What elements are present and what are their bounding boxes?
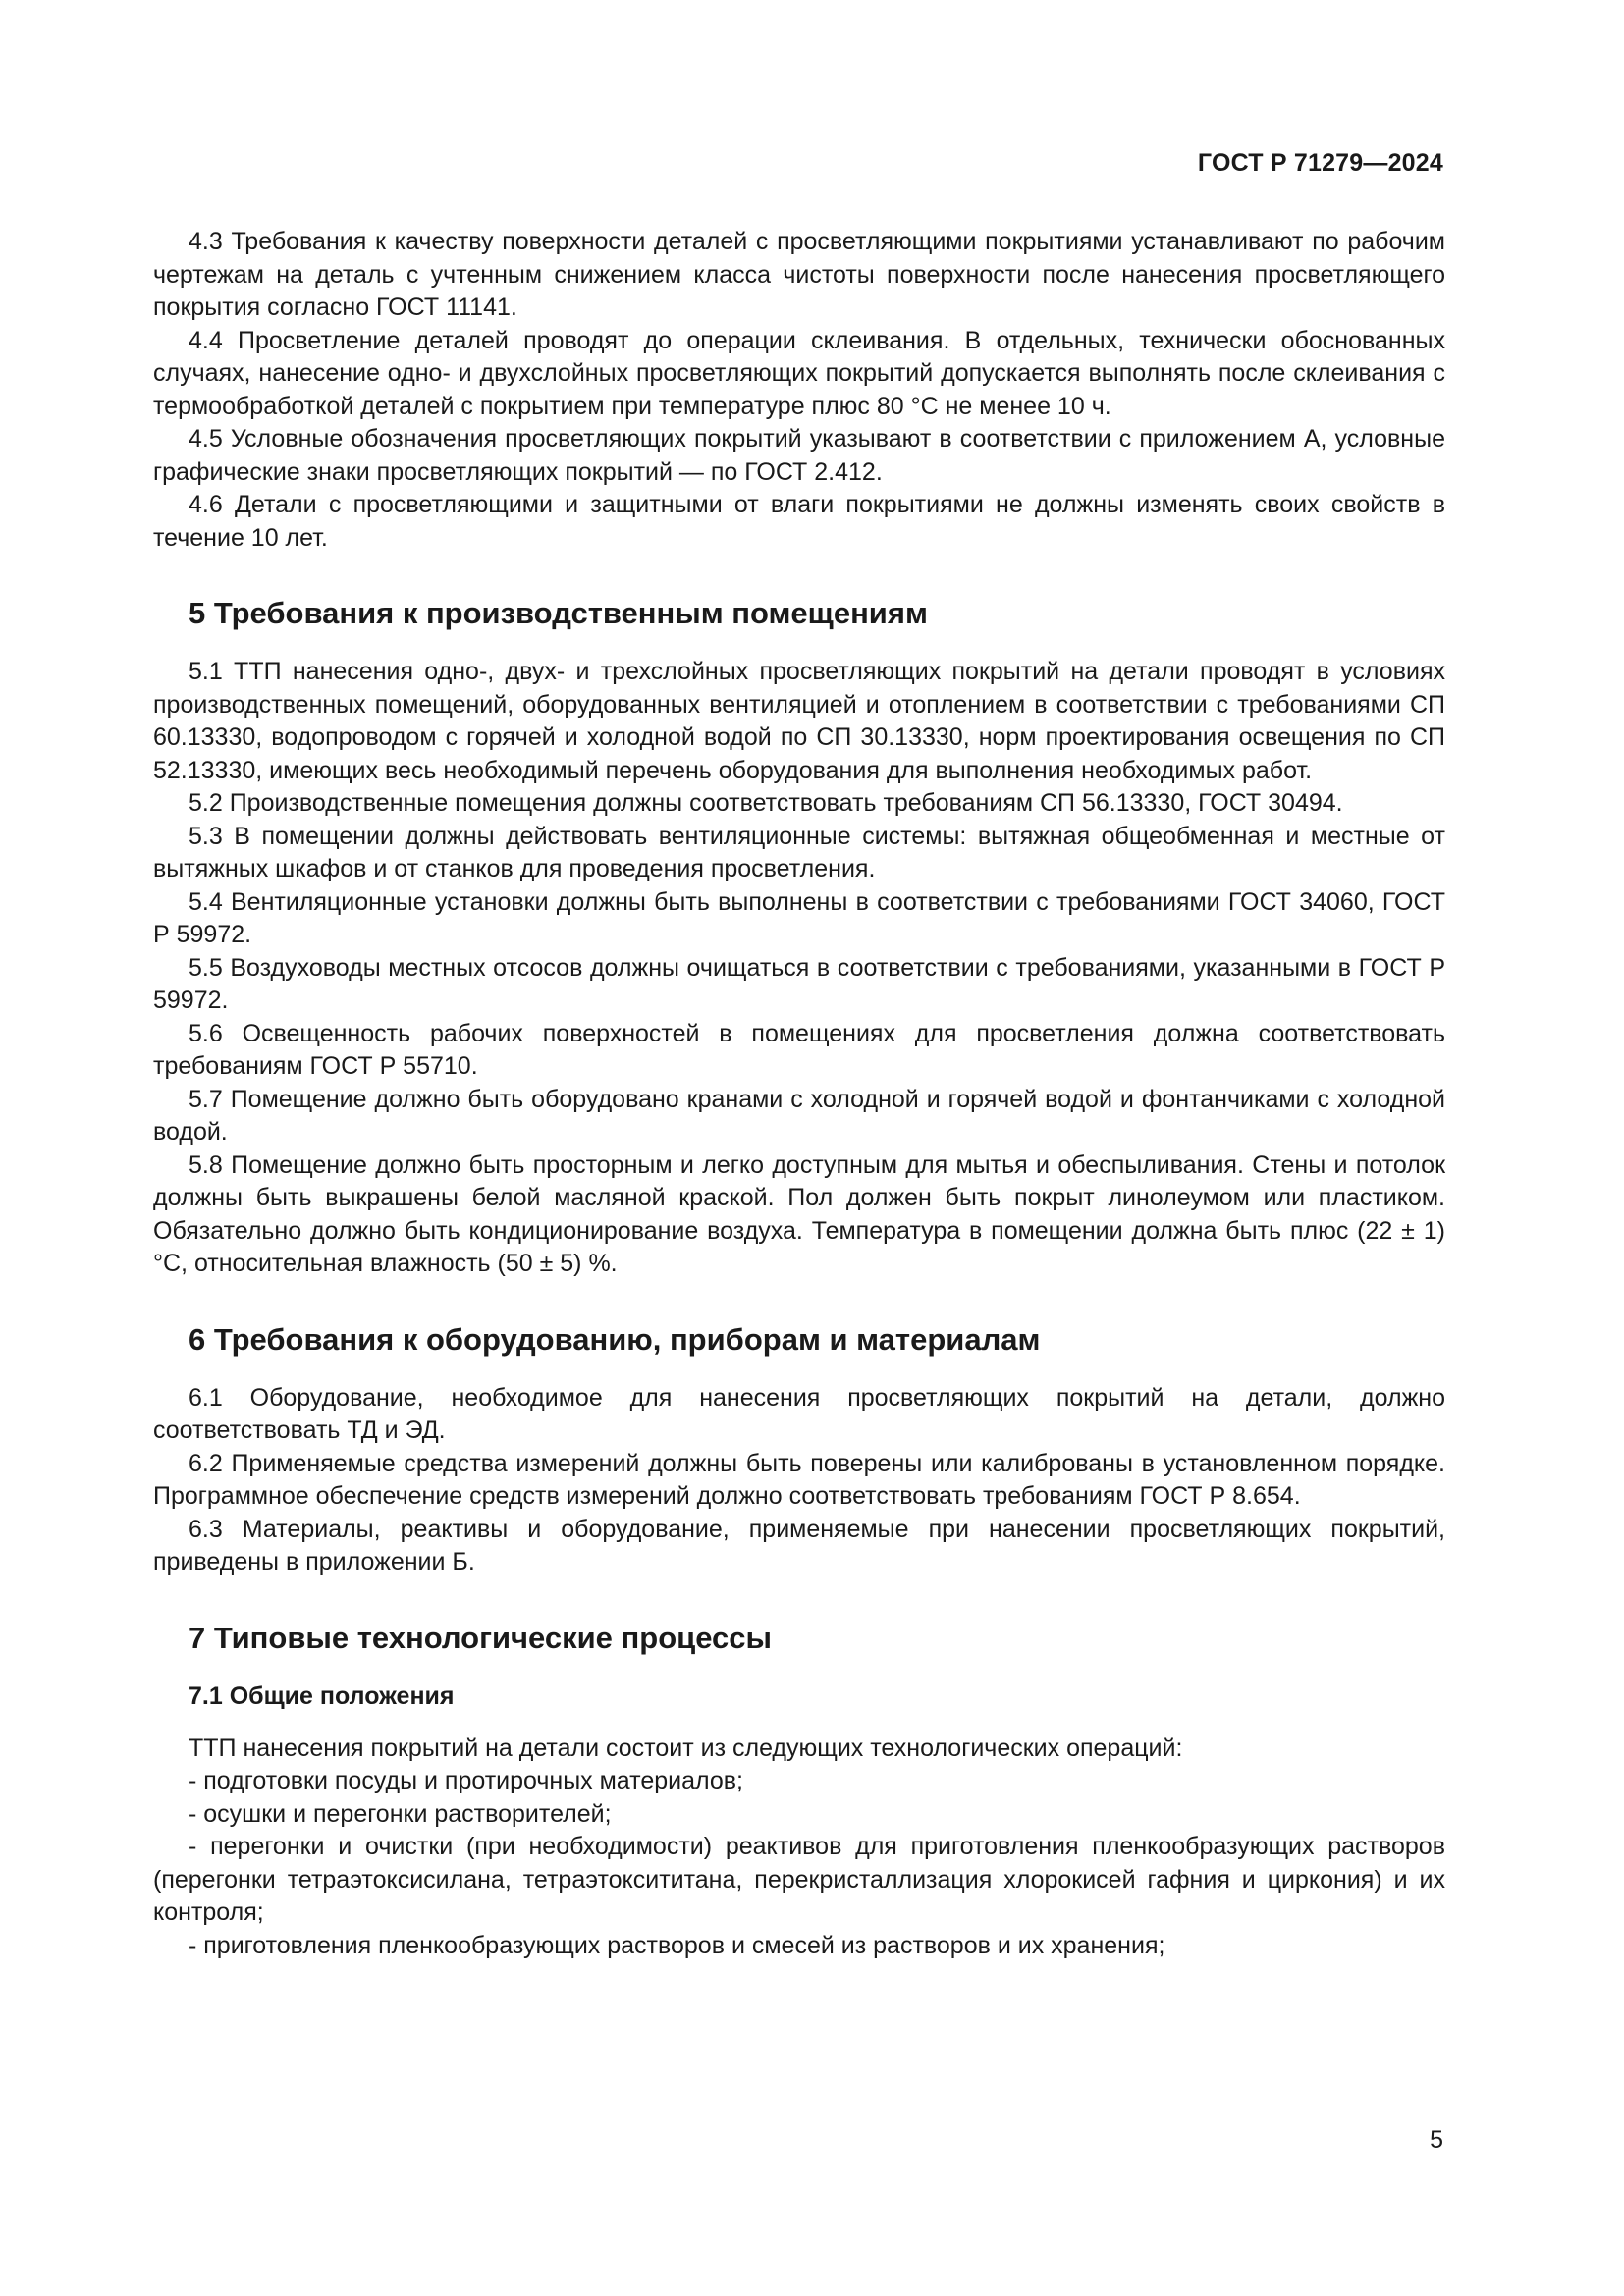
section-7-title: 7 Типовые технологические процессы [189, 1620, 772, 1655]
subsection-7-1-title: 7.1 Общие положения [189, 1682, 455, 1710]
paragraph-5-3: 5.3 В помещении должны действовать вентиляционные системы: вытяжная общеобменная и местные от вытяжных шкафов и от станков для проведения просветления. [153, 822, 1445, 882]
paragraph-4-4: 4.4 Просветление деталей проводят до операции склеивания. В отдельных, технически обоснованных случаях, нанесение одно- и двухслойных просветляющих покрытий допускается выполнять после склеивания с термообработкой деталей с покрытием при температуре плюс 80 °С не менее 10 ч. [153, 326, 1445, 420]
paragraph-5-1: 5.1 ТТП нанесения одно-, двух- и трехслойных просветляющих покрытий на детали проводят в условиях производственных помещений, оборудованных вентиляцией и отоплением в соответствии с требованиями СП 60.13330, водопроводом с горячей и холодной водой по СП 30.13330, норм проектирования освещения по СП 52.13330, имеющих весь необходимый перечень оборудования для выполнения необходимых работ. [153, 658, 1445, 784]
list-item: - подготовки посуды и протирочных материалов; [189, 1767, 744, 1794]
paragraph-5-7: 5.7 Помещение должно быть оборудовано кранами с холодной и горячей водой и фонтанчиками с холодной водой. [153, 1085, 1445, 1146]
paragraph-5-6: 5.6 Освещенность рабочих поверхностей в помещениях для просветления должна соответствовать требованиям ГОСТ Р 55710. [153, 1019, 1445, 1080]
paragraph-5-8: 5.8 Помещение должно быть просторным и легко доступным для мытья и обеспыливания. Стены и потолок должны быть выкрашены белой масляной краской. Пол должен быть покрыт линолеумом или пластиком. Обязательно должно быть кондиционирование воздуха. Температура в помещении должна быть плюс (22 ± 1) °С, относительная влажность (50 ± 5) %. [153, 1150, 1445, 1277]
page-number: 5 [1430, 2126, 1443, 2154]
paragraph-6-3: 6.3 Материалы, реактивы и оборудование, применяемые при нанесении просветляющих покрытий, приведены в приложении Б. [153, 1515, 1445, 1575]
paragraph-4-6: 4.6 Детали с просветляющими и защитными от влаги покрытиями не должны изменять своих свойств в течение 10 лет. [153, 491, 1445, 552]
paragraph-4-3: 4.3 Требования к качеству поверхности деталей с просветляющими покрытиями устанавливают по рабочим чертежам на деталь с учтенным снижением класса чистоты поверхности после нанесения просветляющего покрытия согласно ГОСТ 11141. [153, 228, 1445, 321]
paragraph-5-2: 5.2 Производственные помещения должны соответствовать требованиям СП 56.13330, ГОСТ 30494. [189, 789, 1343, 817]
list-item: - перегонки и очистки (при необходимости) реактивов для приготовления пленкообразующих растворов (перегонки тетраэтоксисилана, тетраэтоксититана, перекристаллизация хлорокисей гафния и циркония) и их контроля; [153, 1833, 1445, 1926]
paragraph-5-5: 5.5 Воздуховоды местных отсосов должны очищаться в соответствии с требованиями, указанными в ГОСТ Р 59972. [153, 953, 1445, 1014]
paragraph-6-1: 6.1 Оборудование, необходимое для нанесения просветляющих покрытий на детали, должно соответствовать ТД и ЭД. [153, 1383, 1445, 1444]
paragraph-6-2: 6.2 Применяемые средства измерений должны быть поверены или калиброваны в установленном порядке. Программное обеспечение средств измерений должно соответствовать требованиям ГОСТ Р 8.654. [153, 1449, 1445, 1510]
document-header: ГОСТ Р 71279—2024 [1197, 149, 1443, 177]
paragraph-5-4: 5.4 Вентиляционные установки должны быть выполнены в соответствии с требованиями ГОСТ 34060, ГОСТ Р 59972. [153, 887, 1445, 948]
section-6-title: 6 Требования к оборудованию, приборам и материалам [189, 1321, 1041, 1357]
list-item: - осушки и перегонки растворителей; [189, 1799, 612, 1828]
paragraph-4-5: 4.5 Условные обозначения просветляющих покрытий указывают в соответствии с приложением А, условные графические знаки просветляющих покрытий — по ГОСТ 2.412. [153, 425, 1445, 486]
page-content [153, 226, 1445, 1962]
section-7-intro: ТТП нанесения покрытий на детали состоит из следующих технологических операций: [189, 1734, 1183, 1762]
section-5-title: 5 Требования к производственным помещениям [189, 596, 928, 630]
list-item: - приготовления пленкообразующих растворов и смесей из растворов и их хранения; [189, 1931, 1165, 1959]
